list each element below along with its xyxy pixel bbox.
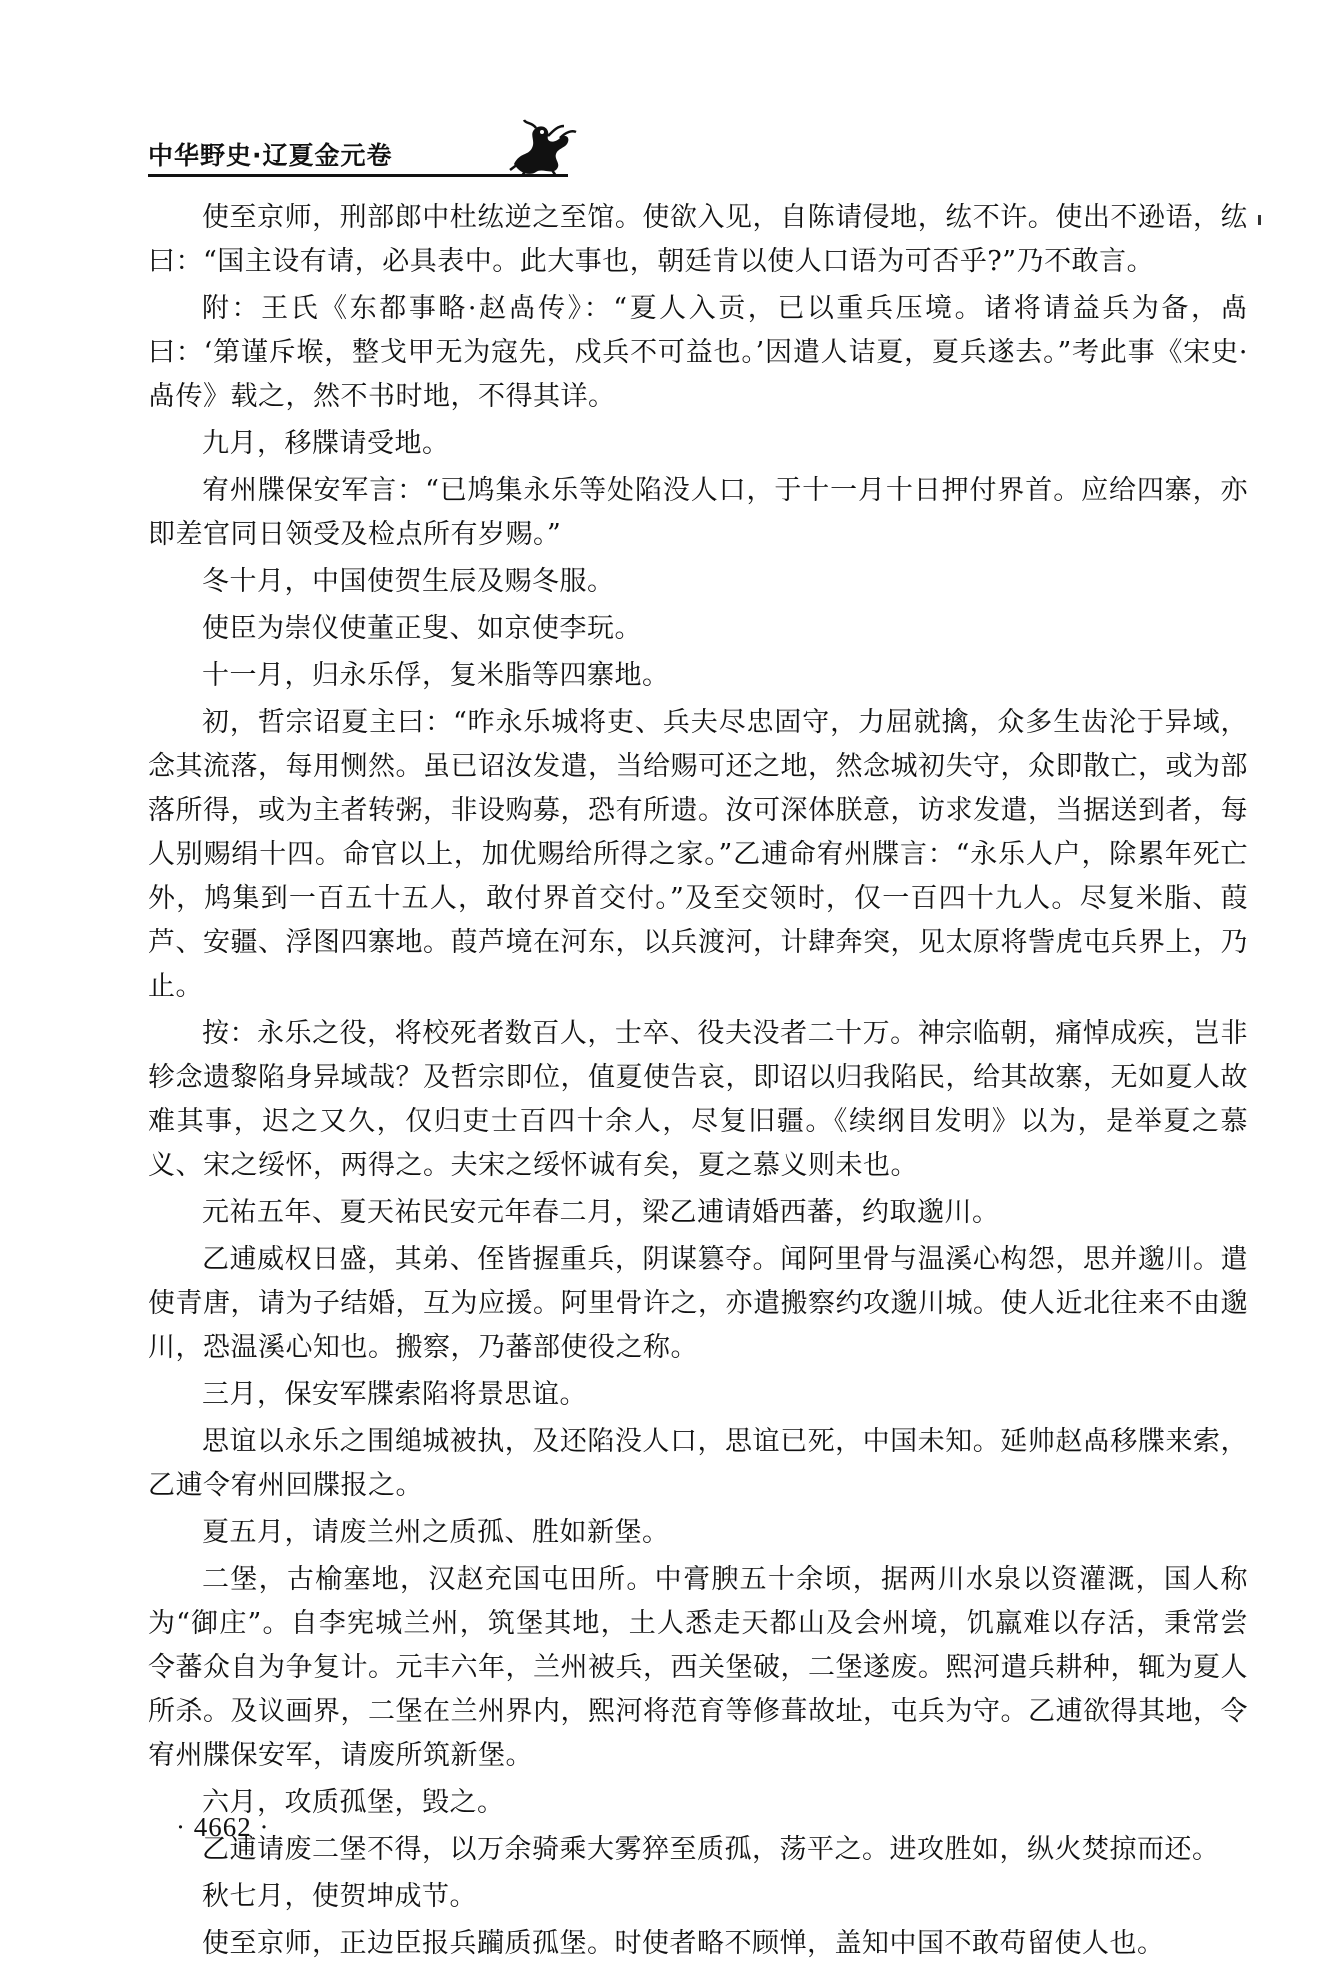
paragraph: 秋七月，使贺坤成节。	[202, 1881, 477, 1912]
paragraph: 附：王氏《东都事略·赵卨传》：“夏人入贡，已以重兵压境。诸将请益兵为备，卨曰：‘第谨斥堠，整戈甲无为寇先，戍兵不可益也。’因遣人诘夏，夏兵遂去。”考此事《宋史·卨传》载之，然不书时地，不得其详。	[148, 293, 1248, 412]
running-header	[148, 118, 578, 178]
paragraph: 使臣为崇仪使董正叟、如京使李玩。	[202, 613, 642, 644]
margin-mark	[1258, 215, 1261, 225]
text-body	[148, 196, 1248, 1969]
page-number: · 4662 ·	[176, 1812, 270, 1842]
paragraph: 三月，保安军牒索陷将景思谊。	[202, 1379, 587, 1410]
paragraph: 使至京师，正边臣报兵躏质孤堡。时使者略不顾惮，盖知中国不敢苟留使人也。	[202, 1928, 1165, 1959]
paragraph: 冬十月，中国使贺生辰及赐冬服。	[202, 566, 615, 597]
paragraph: 元祐五年、夏天祐民安元年春二月，梁乙逋请婚西蕃，约取邈川。	[202, 1197, 1000, 1228]
paragraph: 乙逋威权日盛，其弟、侄皆握重兵，阴谋篡夺。闻阿里骨与温溪心构怨，思并邈川。遣使青唐，请为子结婚，互为应援。阿里骨许之，亦遣搬察约攻邈川城。使人近北往来不由邈川，恐温溪心知也。搬察，乃蕃部使役之称。	[148, 1244, 1248, 1363]
paragraph: 二堡，古榆塞地，汉赵充国屯田所。中膏腴五十余顷，据两川水泉以资灌溉，国人称为“御庄”。自李宪城兰州，筑堡其地，土人悉走天都山及会州境，饥羸难以存活，秉常尝令蕃众自为争复计。元丰六年，兰州被兵，西关堡破，二堡遂废。熙河遣兵耕种，辄为夏人所杀。及议画界，二堡在兰州界内，熙河将范育等修葺故址，屯兵为守。乙逋欲得其地，令宥州牒保安军，请废所筑新堡。	[148, 1564, 1248, 1771]
dragon-emblem-icon	[506, 118, 578, 178]
paragraph: 初，哲宗诏夏主曰：“昨永乐城将吏、兵夫尽忠固守，力屈就擒，众多生齿沦于异域，念其流落，每用恻然。虽已诏汝发遣，当给赐可还之地，然念城初失守，众即散亡，或为部落所得，或为主者转粥，非设购募，恐有所遗。汝可深体朕意，访求发遣，当据送到者，每人别赐绢十四。命官以上，加优赐给所得之家。”乙逋命宥州牒言：“永乐人户，除累年死亡外，鸠集到一百五十五人，敢付界首交付。”及至交领时，仅一百四十九人。尽复米脂、葭芦、安疆、浮图四寨地。葭芦境在河东，以兵渡河，计肆奔突，见太原将訾虎屯兵界上，乃止。	[148, 707, 1248, 1002]
book-title: 中华野史·辽夏金元卷	[148, 141, 393, 170]
paragraph: 思谊以永乐之围缒城被执，及还陷没人口，思谊已死，中国未知。延帅赵卨移牒来索，乙逋令宥州回牒报之。	[148, 1426, 1248, 1501]
paragraph: 九月，移牒请受地。	[202, 428, 450, 459]
paragraph: 十一月，归永乐俘，复米脂等四寨地。	[202, 660, 670, 691]
paragraph: 六月，攻质孤堡，毁之。	[202, 1787, 505, 1818]
paragraph: 夏五月，请废兰州之质孤、胜如新堡。	[202, 1517, 670, 1548]
paragraph: 宥州牒保安军言：“已鸠集永乐等处陷没人口，于十一月十日押付界首。应给四寨，亦即差官同日领受及检点所有岁赐。”	[148, 475, 1248, 550]
header-rule	[148, 174, 568, 177]
paragraph: 乙逋请废二堡不得，以万余骑乘大雾猝至质孤，荡平之。进攻胜如，纵火焚掠而还。	[202, 1834, 1220, 1865]
paragraph: 使至京师，刑部郎中杜纮逆之至馆。使欲入见，自陈请侵地，纮不许。使出不逊语，纮曰：“国主设有请，必具表中。此大事也，朝廷肯以使人口语为可否乎?”乃不敢言。	[148, 202, 1248, 277]
paragraph: 按：永乐之役，将校死者数百人，士卒、役夫没者二十万。神宗临朝，痛悼成疾，岂非轸念遗黎陷身异域哉？及哲宗即位，值夏使告哀，即诏以归我陷民，给其故寨，无如夏人故难其事，迟之又久，仅归吏士百四十余人，尽复旧疆。《续纲目发明》以为，是举夏之慕义、宋之绥怀，两得之。夫宋之绥怀诚有矣，夏之慕义则未也。	[148, 1018, 1248, 1181]
